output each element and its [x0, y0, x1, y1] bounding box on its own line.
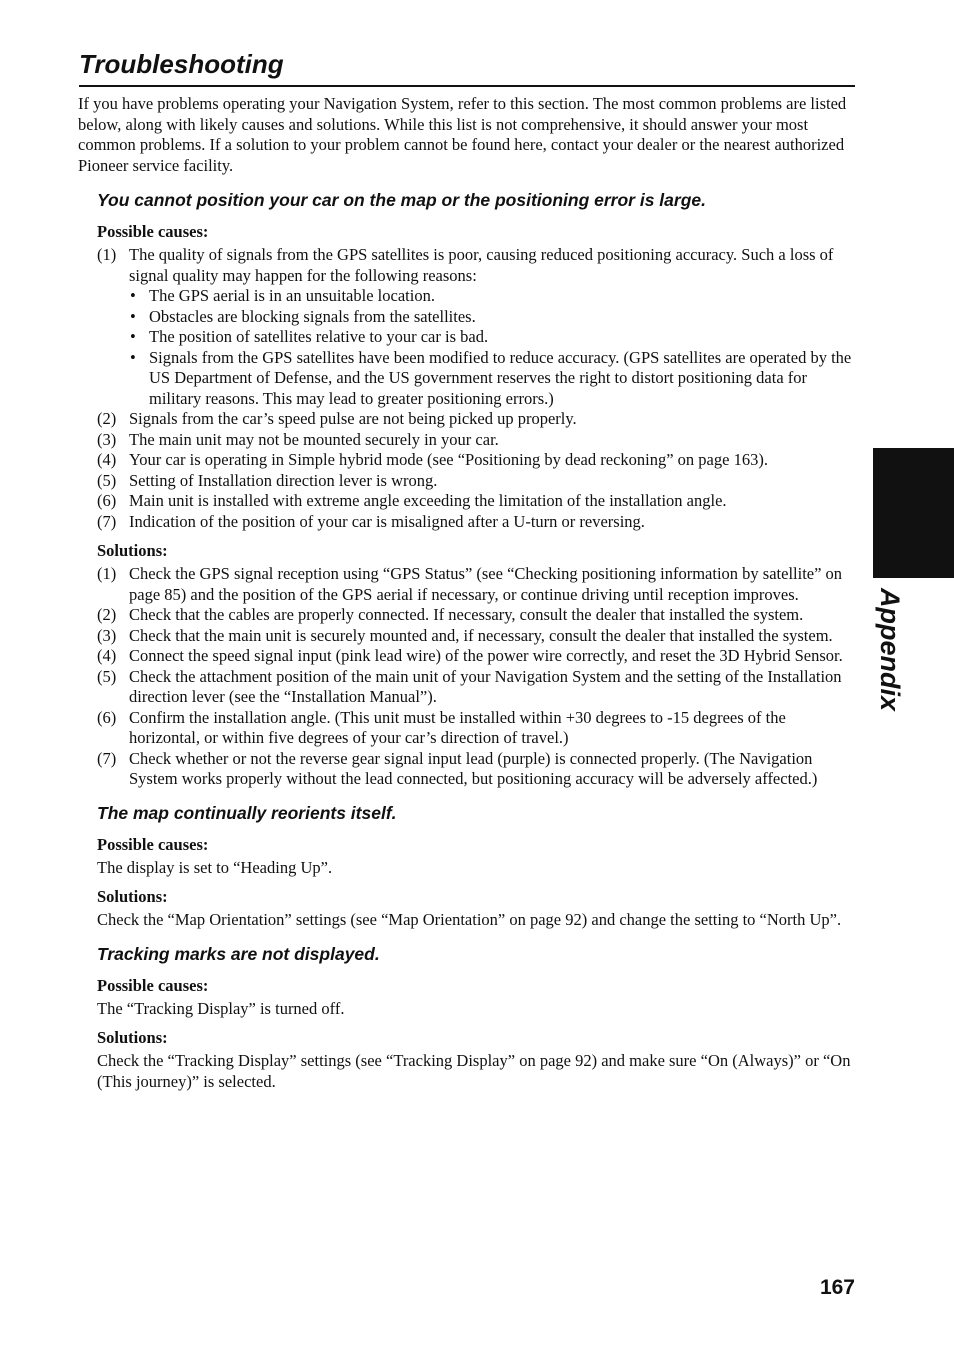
- section-heading: The map continually reorients itself.: [97, 802, 397, 823]
- item-text: Setting of Installation direction lever is wrong.: [129, 470, 438, 490]
- intro-paragraph: If you have problems operating your Navigation System, refer to this section. The most common problems are listed below, along with likely causes and solutions. While this list is not comprehensive, it should answer your most common problems. If a solution to your problem cannot be found here, contact your dealer or the nearest authorized Pioneer service facility.: [78, 94, 847, 175]
- item-number: (3): [97, 429, 117, 449]
- item-number: (1): [97, 245, 117, 264]
- item-text: Check the attachment position of the main unit of your Navigation System and the setting of the Installation direction lever (see the “Installation Manual”).: [129, 666, 842, 706]
- section-positioning-error: [97, 188, 857, 790]
- causes-list: [97, 245, 857, 532]
- solution-item: [97, 605, 857, 626]
- item-number: (1): [97, 564, 117, 583]
- bullet-item: • Obstacles are blocking signals from the satellites.: [129, 307, 857, 328]
- causes-label: Possible causes:: [97, 222, 209, 241]
- item-text: Main unit is installed with extreme angle exceeding the limitation of the installation angle.: [129, 491, 727, 510]
- item-number: (4): [97, 450, 117, 469]
- item-text: Check that the cables are properly connected. If necessary, consult the dealer that installed the system.: [129, 605, 804, 624]
- cause-item: [97, 245, 857, 409]
- item-text: Indication of the position of your car is misaligned after a U-turn or reversing.: [129, 511, 645, 531]
- solution-item: [97, 626, 857, 647]
- cause-item: [97, 409, 857, 430]
- item-text: Check that the main unit is securely mounted and, if necessary, consult the dealer that installed the system.: [129, 625, 833, 645]
- item-number: (6): [97, 491, 117, 510]
- appendix-side-label: Appendix: [875, 588, 905, 712]
- solutions-label: Solutions:: [97, 541, 168, 560]
- item-text: The main unit may not be mounted securely in your car.: [129, 429, 499, 449]
- solutions-label: Solutions:: [97, 887, 168, 906]
- cause-text: The display is set to “Heading Up”.: [97, 857, 333, 877]
- section-heading: You cannot position your car on the map or the positioning error is large.: [97, 190, 706, 210]
- cause-item: [97, 471, 857, 492]
- item-number: (2): [97, 605, 117, 624]
- item-number: (5): [97, 470, 117, 490]
- cause-item: [97, 491, 857, 512]
- page-number: 167: [819, 1276, 855, 1299]
- side-tab-marker: [873, 448, 954, 578]
- causes-label: Possible causes:: [97, 834, 209, 854]
- item-number: (3): [97, 625, 117, 645]
- item-number: (7): [97, 511, 117, 531]
- section-heading: Tracking marks are not displayed.: [97, 943, 380, 964]
- cause-item: [97, 450, 857, 471]
- page-title: Troubleshooting: [79, 48, 855, 87]
- item-text: Confirm the installation angle. (This unit must be installed within +30 degrees to -15 degrees of the horizontal, or within five degrees of your car’s direction of travel.): [129, 707, 786, 747]
- solution-item: [97, 564, 857, 605]
- solution-item: [97, 708, 857, 749]
- item-text: Check the GPS signal reception using “GPS Status” (see “Checking positioning information by satellite” on page 85) and the position of the GPS aerial if necessary, or continue driving until reception improves.: [129, 564, 843, 604]
- section-map-reorients: [97, 801, 857, 931]
- item-text: Signals from the car’s speed pulse are not being picked up properly.: [129, 409, 577, 428]
- reason-bullets: [129, 286, 857, 409]
- solution-text: Check the “Map Orientation” settings (see “Map Orientation” on page 92) and change the setting to “North Up”.: [97, 910, 842, 929]
- cause-text: The “Tracking Display” is turned off.: [97, 998, 345, 1018]
- item-text: Check whether or not the reverse gear signal input lead (purple) is connected properly. (The Navigation System works properly without the lead connected, but positioning accuracy will be adversely affected.): [129, 748, 818, 788]
- solutions-list: [97, 564, 857, 790]
- solution-item: [97, 667, 857, 708]
- section-tracking-marks: [97, 942, 857, 1093]
- solution-text: Check the “Tracking Display” settings (see “Tracking Display” on page 92) and make sure “On (Always)” or “On (This journey)” is selected.: [97, 1051, 851, 1091]
- bullet-item: • The position of satellites relative to your car is bad.: [129, 327, 857, 348]
- troubleshooting-content: [97, 188, 857, 1092]
- cause-item: [97, 430, 857, 451]
- item-number: (6): [97, 707, 117, 727]
- bullet-item: • The GPS aerial is in an unsuitable location.: [129, 286, 857, 307]
- bullet-item: • Signals from the GPS satellites have been modified to reduce accuracy. (GPS satellites are operated by the US Department of Defense, and the US government reserves the right to distort positioning data for military reasons. This may lead to greater positioning errors.): [129, 348, 857, 410]
- causes-label: Possible causes:: [97, 975, 209, 995]
- item-text: The quality of signals from the GPS satellites is poor, causing reduced positioning accuracy. Such a loss of signal quality may happen for the following reasons:: [129, 245, 834, 285]
- item-number: (5): [97, 666, 117, 686]
- solutions-label: Solutions:: [97, 1028, 168, 1047]
- item-number: (7): [97, 748, 117, 768]
- item-text: Connect the speed signal input (pink lead wire) of the power wire correctly, and reset the 3D Hybrid Sensor.: [129, 646, 843, 665]
- item-number: (4): [97, 646, 117, 665]
- cause-item: [97, 512, 857, 533]
- item-number: (2): [97, 409, 117, 428]
- solution-item: [97, 646, 857, 667]
- item-text: Your car is operating in Simple hybrid mode (see “Positioning by dead reckoning” on page 163).: [129, 450, 768, 469]
- solution-item: [97, 749, 857, 790]
